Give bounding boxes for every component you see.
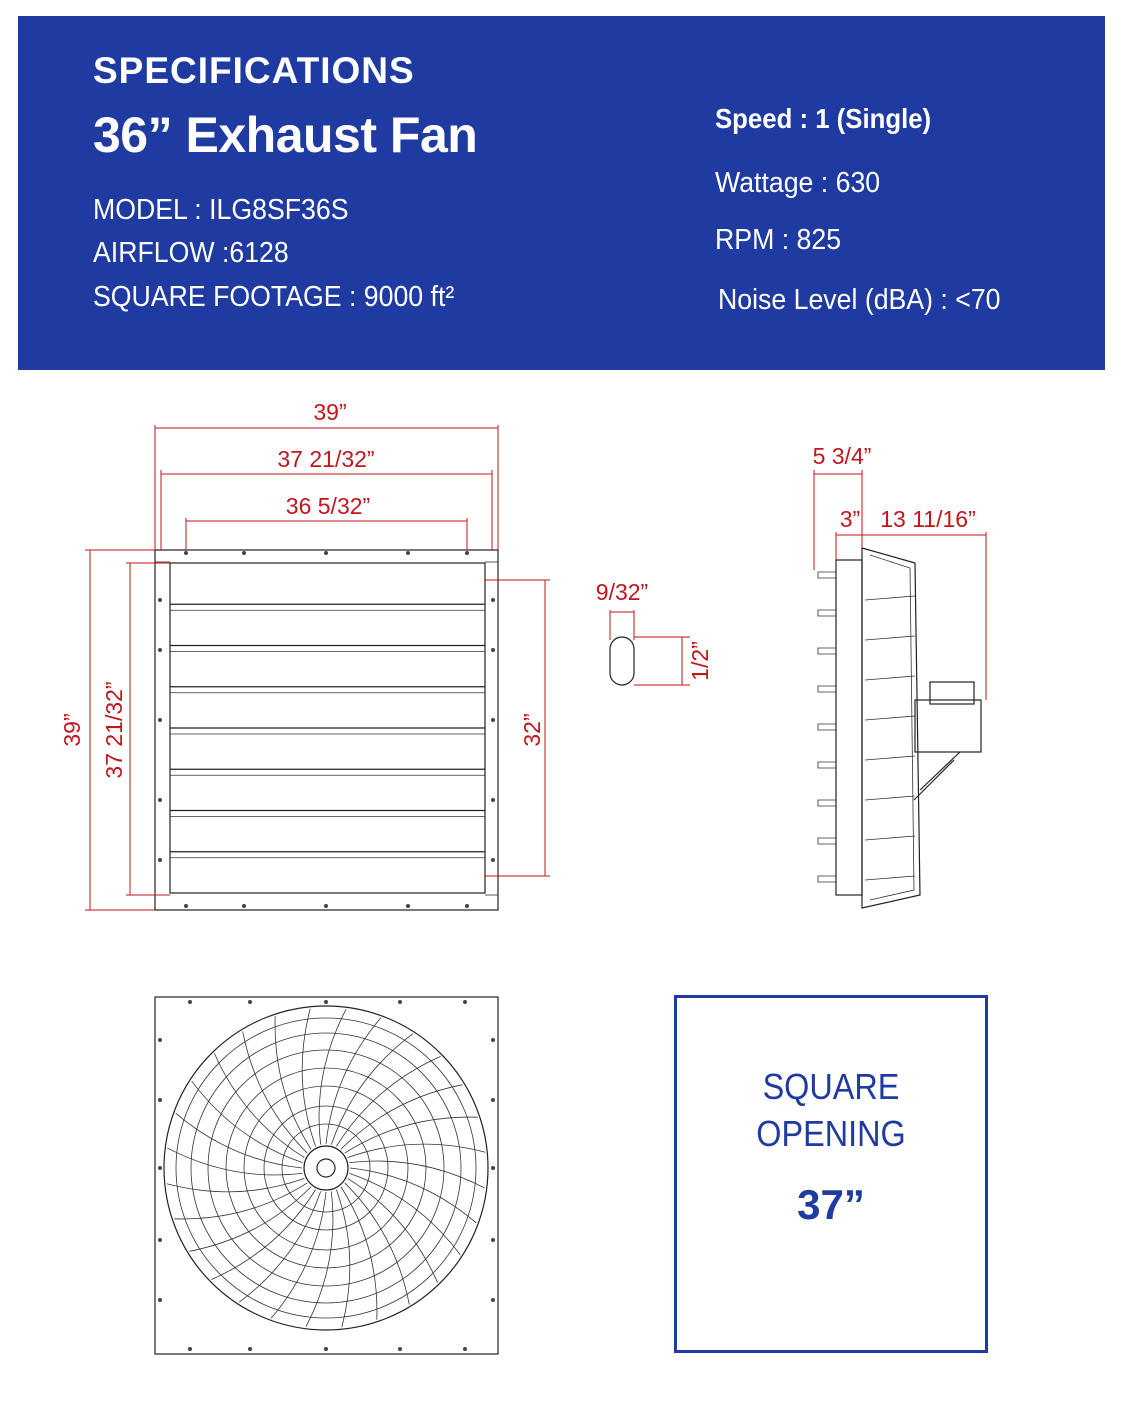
wattage-spec: Wattage : 630 <box>715 167 881 199</box>
shutter-louvers <box>170 604 485 858</box>
opening-label-square: SQUARE <box>762 1066 900 1107</box>
side-view <box>813 443 986 908</box>
dim-guard-depth: 13 11/16” <box>880 506 976 532</box>
rear-view <box>155 997 498 1354</box>
square-opening-box <box>674 995 988 1353</box>
side-guard <box>862 548 920 908</box>
dim-frame-width: 37 21/32” <box>277 446 375 472</box>
dim-slot-height: 1/2” <box>687 641 713 681</box>
motor-hub <box>304 1146 348 1190</box>
front-dimensions <box>59 399 550 910</box>
side-motor <box>915 700 981 752</box>
mounting-slot <box>610 637 634 685</box>
motor-shaft <box>317 1159 335 1177</box>
noise-level-spec: Noise Level (dBA) : <70 <box>718 284 1001 316</box>
dim-hole-spacing: 36 5/32” <box>285 493 371 519</box>
side-frame <box>836 560 862 895</box>
product-title: 36” Exhaust Fan <box>93 107 478 163</box>
dim-overall-width: 39” <box>313 399 347 425</box>
dim-slot-width: 9/32” <box>595 579 649 605</box>
front-view <box>155 550 498 910</box>
opening-size: 37” <box>797 1181 865 1228</box>
rpm-spec: RPM : 825 <box>715 224 842 256</box>
fan-guard <box>164 1006 488 1330</box>
airflow-spec: AIRFLOW :6128 <box>93 237 289 269</box>
dim-overall-height: 39” <box>59 713 85 747</box>
section-title: SPECIFICATIONS <box>93 50 415 91</box>
rear-frame <box>155 997 498 1354</box>
dim-frame-depth: 3” <box>839 506 861 532</box>
opening-label-opening: OPENING <box>756 1113 906 1154</box>
speed-spec: Speed : 1 (Single) <box>715 103 932 134</box>
slot-detail <box>596 579 713 685</box>
dim-frame-height: 37 21/32” <box>101 681 127 779</box>
side-motor-box <box>930 682 974 704</box>
dim-overall-depth: 5 3/4” <box>812 443 872 469</box>
dim-shutter-height: 32” <box>519 713 545 747</box>
model-spec: MODEL : ILG8SF36S <box>93 194 349 226</box>
square-footage-spec: SQUARE FOOTAGE : 9000 ft² <box>93 281 455 313</box>
